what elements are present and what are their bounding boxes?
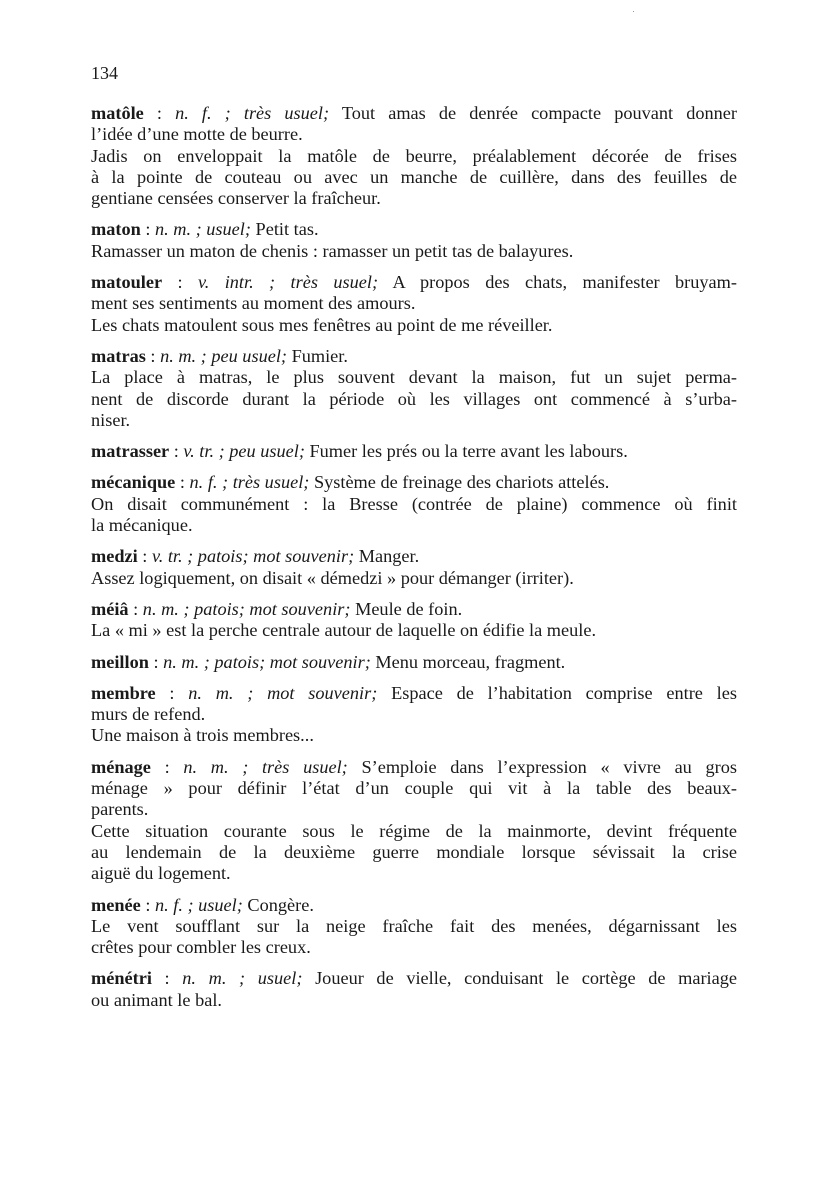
headword: mécanique (91, 472, 176, 493)
entry-line (91, 315, 737, 336)
entry-text: la mécanique. (91, 515, 193, 536)
entry-line (91, 389, 737, 410)
entry-line (91, 188, 737, 209)
dictionary-entry (91, 968, 737, 1011)
grammatical-info: n. f. ; très usuel; (175, 103, 330, 123)
entry-line: matras : n. m. ; peu usuel; Fumier. (91, 345, 348, 366)
entry-text: aiguë du logement. (91, 863, 231, 884)
entry-line (91, 725, 737, 746)
headword: meillon (91, 651, 149, 672)
entry-line: mécanique : n. f. ; très usuel; Système de freinage des chariots attelés. (91, 472, 610, 493)
entry-text: Manger. (358, 546, 420, 567)
entry-text: ménage » pour définir l’état d’un couple qui vit à la table des beaux- (91, 778, 737, 799)
entry-line: meillon : n. m. ; patois; mot souvenir; Menu morceau, fragment. (91, 651, 566, 672)
page-number: 134 (91, 63, 118, 83)
entry-line (91, 842, 737, 863)
entry-line: menée : n. f. ; usuel; Congère. (91, 894, 314, 915)
entry-text: Assez logiquement, on disait « démedzi » pour démanger (irriter). (91, 567, 574, 588)
dictionary-entry (91, 652, 737, 673)
grammatical-info: n. m. ; peu usuel; (160, 345, 287, 366)
grammatical-info: n. f. ; très usuel; (189, 472, 310, 493)
entry-text: à la pointe de couteau ou avec un manche de cuillère, dans des feuilles de (91, 166, 737, 187)
entry-text: crêtes pour combler les creux. (91, 937, 311, 958)
entry-line (91, 241, 737, 262)
dictionary-entry (91, 272, 737, 336)
dictionary-entry (91, 546, 737, 589)
entry-text: La « mi » est la perche centrale autour de laquelle on édifie la meule. (91, 620, 597, 641)
entry-text: Menu morceau, fragment. (375, 651, 566, 672)
entry-line (91, 146, 737, 167)
headword: méiâ (91, 598, 129, 619)
entry-line (91, 863, 737, 884)
headword: medzi (91, 546, 138, 567)
entry-line (91, 367, 737, 388)
grammatical-info: n. m. ; patois; mot souvenir; (142, 598, 351, 619)
entry-line (91, 568, 737, 589)
entry-text: nent de discorde durant la période où les villages ont commencé à s’urba- (91, 388, 737, 409)
headword: maton (91, 219, 141, 240)
entry-text: A propos des chats, manifester bruyam- (392, 272, 737, 293)
headword: ménétri (91, 968, 152, 989)
entry-line (91, 494, 737, 515)
headword: matôle (91, 103, 144, 123)
dictionary-entry (91, 441, 737, 462)
entry-text: Tout amas de denrée compacte pouvant donner (341, 103, 737, 123)
grammatical-info: n. m. ; patois; mot souvenir; (163, 651, 371, 672)
entry-text: Joueur de vielle, conduisant le cortège de mariage (315, 968, 737, 989)
entry-text: Ramasser un maton de chenis : ramasser un petit tas de balayures. (91, 240, 574, 261)
entry-line (91, 167, 737, 188)
dictionary-entry (91, 895, 737, 959)
entry-line (91, 990, 737, 1011)
entry-line (91, 410, 737, 431)
entry-text: gentiane censées conserver la fraîcheur. (91, 188, 381, 209)
entry-line (91, 124, 737, 145)
entry-line: matôle : n. f. ; très usuel; Tout amas de denrée compacte pouvant donner (91, 103, 737, 123)
headword: menée (91, 894, 141, 915)
dictionary-entry (91, 599, 737, 642)
scan-speck (633, 11, 634, 12)
entry-text: niser. (91, 409, 131, 430)
dictionary-entry (91, 757, 737, 885)
entry-line (91, 704, 737, 725)
headword: membre (91, 682, 156, 703)
entry-text: Une maison à trois membres... (91, 725, 314, 746)
entry-line (91, 778, 737, 799)
entry-line (91, 916, 737, 937)
entry-text: Cette situation courante sous le régime de la mainmorte, devint fréquente (91, 820, 737, 841)
entry-line (91, 293, 737, 314)
entry-text: La place à matras, le plus souvent devant la maison, fut un sujet perma- (91, 367, 737, 388)
entry-line (91, 937, 737, 958)
entry-line (91, 799, 737, 820)
entry-text: Meule de foin. (355, 598, 463, 619)
entry-line: matouler : v. intr. ; très usuel; A propos des chats, manifester bruyam- (91, 272, 737, 293)
dictionary-entry (91, 683, 737, 747)
grammatical-info: v. tr. ; patois; mot souvenir; (151, 546, 355, 567)
entry-line (91, 821, 737, 842)
grammatical-info: n. m. ; très usuel; (183, 756, 348, 777)
entry-text: S’emploie dans l’expression « vivre au gros (361, 756, 737, 777)
entries-list (91, 103, 737, 1011)
entry-text: On disait communément : la Bresse (contrée de plaine) commence où finit (91, 493, 737, 514)
entry-text: Le vent soufflant sur la neige fraîche fait des menées, dégarnissant les (91, 915, 737, 936)
entry-text: parents. (91, 799, 149, 820)
grammatical-info: v. tr. ; peu usuel; (183, 441, 305, 462)
grammatical-info: n. m. ; mot souvenir; (188, 682, 378, 703)
dictionary-entry (91, 472, 737, 536)
headword: matouler (91, 272, 163, 293)
entry-text: l’idée d’une motte de beurre. (91, 124, 303, 145)
dictionary-entry (91, 346, 737, 431)
entry-line: méiâ : n. m. ; patois; mot souvenir; Meule de foin. (91, 598, 463, 619)
entry-text: Fumer les prés ou la terre avant les labours. (309, 441, 628, 462)
entry-text: Système de freinage des chariots attelés. (313, 472, 610, 493)
entry-text: Les chats matoulent sous mes fenêtres au point de me réveiller. (91, 314, 553, 335)
entry-line: membre : n. m. ; mot souvenir; Espace de l’habitation comprise entre les (91, 682, 737, 703)
entry-text: Jadis on enveloppait la matôle de beurre, préalablement décorée de frises (91, 145, 737, 166)
dictionary-entry (91, 219, 737, 262)
entry-line: ménétri : n. m. ; usuel; Joueur de vielle, conduisant le cortège de mariage (91, 968, 737, 989)
entry-text: ou animant le bal. (91, 989, 222, 1010)
grammatical-info: n. f. ; usuel; (154, 894, 243, 915)
entry-text: au lendemain de la deuxième guerre mondiale lorsque sévissait la crise (91, 841, 737, 862)
headword: matrasser (91, 441, 170, 462)
entry-text: Fumier. (291, 345, 348, 366)
entry-text: Espace de l’habitation comprise entre les (391, 682, 737, 703)
entry-text: Congère. (247, 894, 314, 915)
headword: ménage (91, 756, 151, 777)
entry-line (91, 515, 737, 536)
dictionary-entry (91, 103, 737, 209)
entry-text: murs de refend. (91, 704, 206, 725)
grammatical-info: v. intr. ; très usuel; (197, 272, 379, 293)
grammatical-info: n. m. ; usuel; (182, 968, 303, 989)
entry-line: medzi : v. tr. ; patois; mot souvenir; Manger. (91, 546, 420, 567)
entry-line (91, 620, 737, 641)
entry-text: Petit tas. (255, 219, 319, 240)
entry-line: maton : n. m. ; usuel; Petit tas. (91, 219, 319, 240)
entry-text: ment ses sentiments au moment des amours. (91, 293, 416, 314)
grammatical-info: n. m. ; usuel; (155, 219, 251, 240)
headword: matras (91, 345, 146, 366)
entry-line: ménage : n. m. ; très usuel; S’emploie dans l’expression « vivre au gros (91, 756, 737, 777)
dictionary-page (91, 62, 737, 1021)
entry-line: matrasser : v. tr. ; peu usuel; Fumer les prés ou la terre avant les labours. (91, 441, 628, 462)
